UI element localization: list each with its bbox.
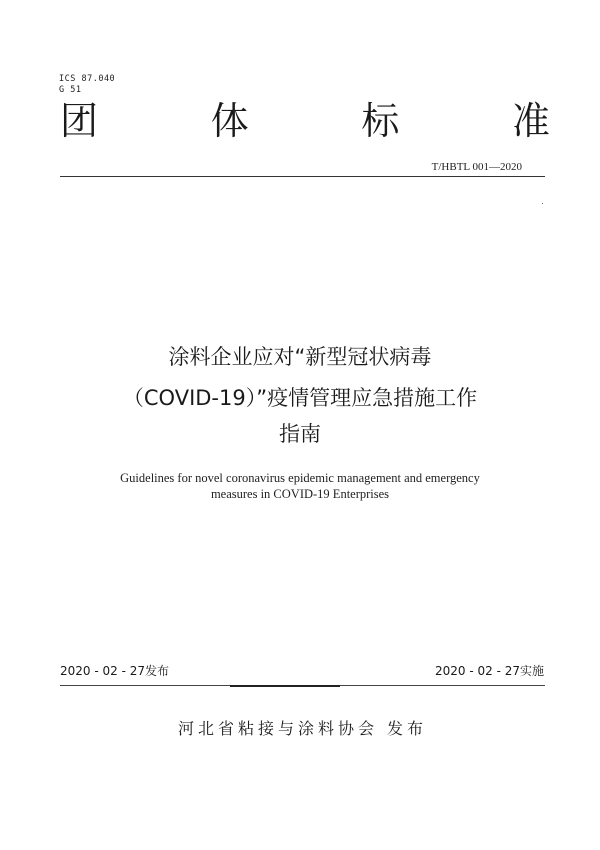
standard-number: T/HBTL 001—2020 [431, 161, 522, 173]
ics-code: ICS 87.040 [59, 74, 116, 84]
footer-divider-accent [230, 685, 340, 687]
document-title-en-line-2: measures in COVID-19 Enterprises [210, 487, 390, 501]
standard-type-char: 标 [361, 99, 400, 143]
issue-date: 2020 - 02 - 27发布 [60, 664, 169, 678]
document-title-zh-line-3: 指南 [279, 422, 321, 446]
implementation-date: 2020 - 02 - 27实施 [435, 664, 544, 678]
standard-type-char: 准 [511, 99, 550, 143]
scan-speck [542, 203, 543, 204]
header-divider [60, 176, 545, 177]
document-title-zh-line-1: 涂料企业应对“新型冠状病毒 [168, 345, 432, 369]
standard-type-heading [60, 98, 550, 144]
standard-type-char: 体 [210, 99, 249, 143]
document-title-en-line-1: Guidelines for novel coronavirus epidemic management and emergency [120, 471, 480, 485]
gb-classification-code: G 51 [59, 85, 82, 95]
document-title-zh-line-2: （COVID-19）”疫情管理应急措施工作 [122, 386, 478, 410]
publisher-line: 河北省粘接与涂料协会 发布 [177, 719, 428, 738]
standard-type-char: 团 [60, 99, 99, 143]
